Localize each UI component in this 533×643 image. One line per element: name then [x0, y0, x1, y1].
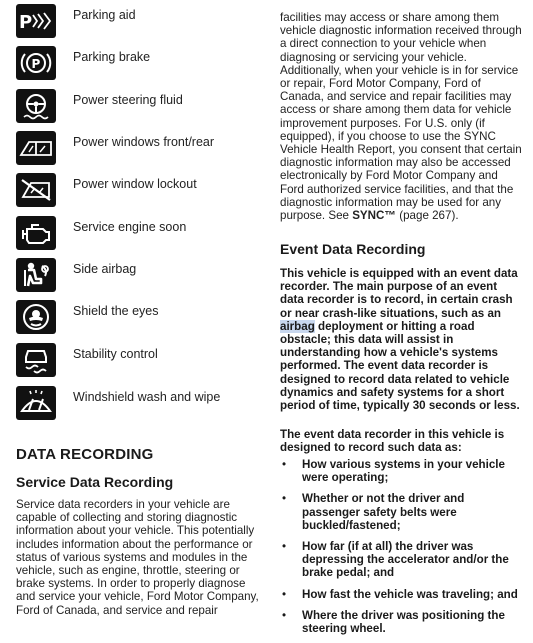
symbol-row-power-steering	[16, 89, 264, 127]
power-steering-fluid-icon	[16, 89, 56, 123]
symbol-row-shield-eyes	[16, 300, 264, 338]
event-data-list	[280, 458, 524, 643]
list-item: • Where the driver was positioning the steering wheel.	[280, 609, 524, 635]
symbol-label: Stability control	[73, 347, 158, 361]
sync-link[interactable]: SYNC™	[352, 209, 397, 223]
symbol-label: Side airbag	[73, 262, 137, 276]
body-paragraph: Service data recorders in your vehicle are capable of collecting and storing diagnostic information about your vehicle. This potentially includes information about the performance or status of various systems and modules in the vehicle, such as engine, throttle, steering or brake systems. In order to properly diagnose and service your vehicle, Ford Motor Company, Ford of Canada, and service and repair	[16, 498, 259, 617]
symbol-row-side-airbag	[16, 258, 264, 296]
windshield-wash-icon	[16, 386, 56, 420]
parking-brake-icon	[16, 46, 56, 80]
body-paragraph-continued	[280, 11, 524, 222]
power-window-lockout-icon	[16, 173, 56, 207]
list-item: • How various systems in your vehicle were operating;	[280, 458, 524, 484]
paragraph-text: facilities may access or share among them vehicle diagnostic information received through a direct connection to your vehicle when diagnosing or servicing your vehicle. Additionally, when your vehicle is in for service or repair, Ford Motor Company, Ford of Canada, and service and repair facilities may access or share among them data for vehicle improvement purposes. For U.S. only (if equipped), if you choose to use the SYNC Vehicle Health Report, you consent that certain diagnostic information may also be accessed electronically by Ford Motor Company and Ford authorized service facilities, and that the diagnostic information may be used for any purpose. See	[280, 11, 522, 223]
symbol-row-power-windows	[16, 131, 264, 169]
symbol-label: Power steering fluid	[73, 93, 183, 107]
parking-aid-icon	[16, 4, 56, 38]
page-reference: (page 267).	[396, 209, 459, 223]
paragraph-text: This vehicle is equipped with an event data recorder. The main purpose of an event data recorder is to record, in certain crash or near crash-like situations, such as an	[280, 267, 518, 320]
event-paragraph	[280, 267, 524, 412]
event-paragraph-2: The event data recorder in this vehicle is designed to record such data as:	[280, 428, 505, 455]
symbol-label: Parking brake	[73, 50, 151, 64]
highlighted-word: airbag	[280, 319, 315, 333]
svg-text:P: P	[31, 57, 41, 71]
svg-text:P: P	[19, 12, 33, 33]
list-item: • Whether or not the driver and passenger safety belts were buckled/fastened;	[280, 492, 524, 532]
subsection-heading: Service Data Recording	[16, 474, 174, 490]
list-item: • How far (if at all) the driver was depressing the accelerator and/or the brake pedal; and	[280, 540, 524, 580]
symbol-label: Service engine soon	[73, 220, 187, 234]
power-windows-icon	[16, 131, 56, 165]
symbol-label: Windshield wash and wipe	[73, 390, 221, 404]
symbol-label: Parking aid	[73, 8, 136, 22]
side-airbag-icon	[16, 258, 56, 292]
symbol-row-parking-brake	[16, 46, 264, 84]
list-item: • How fast the vehicle was traveling; and	[280, 588, 524, 601]
service-engine-icon	[16, 216, 56, 250]
symbol-row-service-engine	[16, 216, 264, 254]
section-heading: DATA RECORDING	[16, 446, 154, 463]
shield-eyes-icon	[16, 300, 56, 334]
symbol-label: Power window lockout	[73, 177, 197, 191]
paragraph-text: deployment or hitting a road obstacle; this data will assist in understanding how a vehicle's systems performed. The event data recorder is designed to record data related to vehicle dynamics and safety systems for a short period of time, typically 30 seconds or less.	[280, 319, 520, 413]
subsection-heading-event: Event Data Recording	[280, 241, 426, 257]
stability-control-icon	[16, 343, 56, 377]
symbol-row-windshield-wash	[16, 386, 264, 424]
symbol-label: Shield the eyes	[73, 304, 159, 318]
symbol-row-stability-control	[16, 343, 264, 381]
symbol-row-parking-aid	[16, 4, 264, 42]
symbol-label: Power windows front/rear	[73, 135, 215, 149]
symbol-row-window-lockout	[16, 173, 264, 211]
